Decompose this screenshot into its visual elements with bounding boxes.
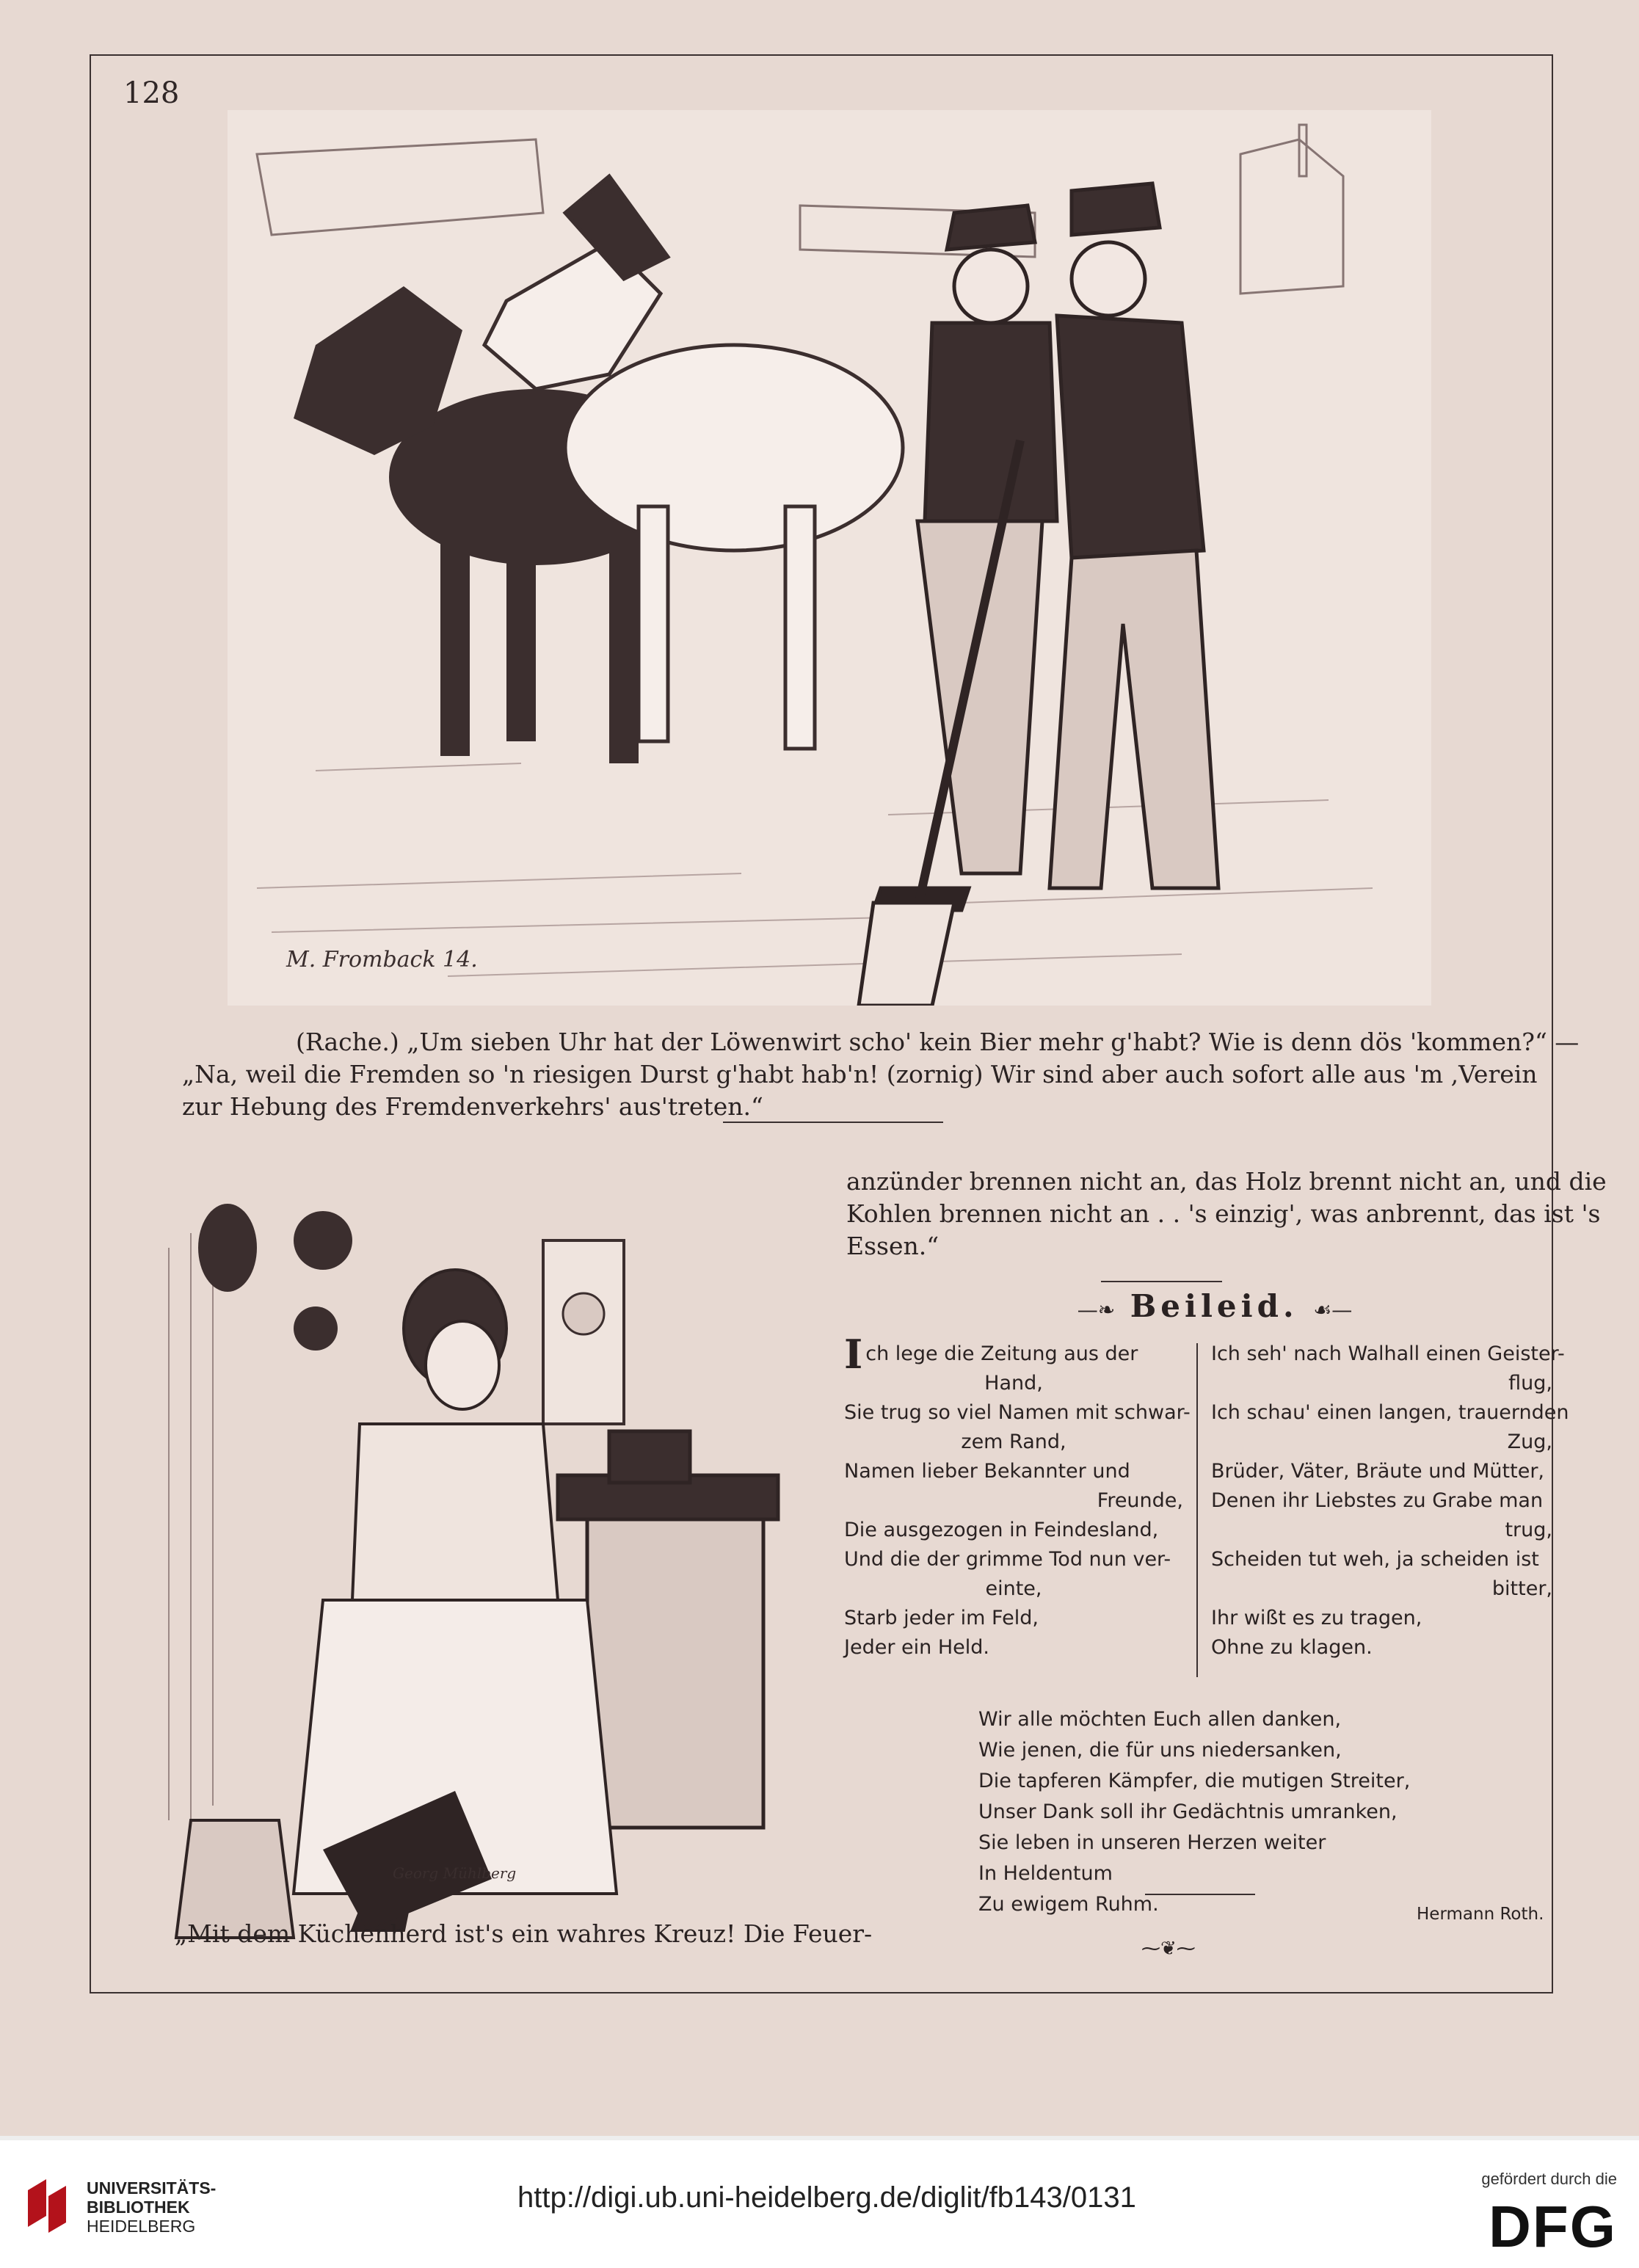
- poem-line: bitter,: [1491, 1577, 1552, 1600]
- poem-line: Brüder, Väter, Bräute und Mütter,: [1211, 1460, 1545, 1483]
- institution-line: UNIVERSITÄTS-: [87, 2178, 217, 2198]
- poem-line-text: ch lege die Zeitung aus der: [865, 1342, 1138, 1365]
- poem-left-column: [844, 1331, 1191, 1662]
- caption-line: „Na, weil die Fremden so 'n riesigen Durst g'habt hab'n! (zornig) Wir sind aber auch sofort alle aus 'm ,Verein: [182, 1060, 1538, 1088]
- poem-line: Hand,: [984, 1372, 1043, 1395]
- junge-frau-caption-continued: [846, 1166, 1607, 1262]
- illustration-young-woman-kitchen: [147, 1160, 796, 1945]
- poem-line: Sie leben in unseren Herzen weiter: [978, 1831, 1326, 1854]
- poem-line: Zug,: [1507, 1431, 1552, 1453]
- poem-line: Denen ihr Liebstes zu Grabe man: [1211, 1489, 1544, 1512]
- poem-line: Wie jenen, die für uns niedersanken,: [978, 1739, 1342, 1762]
- institution-line: BIBLIOTHEK: [87, 2198, 190, 2217]
- poem-line: Freunde,: [1097, 1489, 1183, 1512]
- separator-rule: [1101, 1281, 1222, 1282]
- illustration-farmers-horses: [228, 110, 1431, 1006]
- institution-line: HEIDELBERG: [87, 2217, 196, 2236]
- poem-line: zem Rand,: [961, 1431, 1066, 1453]
- funded-by-label: gefördert durch die: [1481, 2170, 1617, 2188]
- column-divider: [1196, 1343, 1198, 1677]
- poem-line: Die tapferen Kämpfer, die mutigen Streiter,: [978, 1770, 1411, 1792]
- page-number: 128: [123, 76, 180, 110]
- poem-line: Die ausgezogen in Feindesland,: [844, 1519, 1159, 1541]
- poem-line: Ihr wißt es zu tragen,: [1211, 1607, 1422, 1629]
- illustrator-signature-top: M. Fromback 14.: [286, 947, 478, 973]
- poem-title-text: Beileid.: [1130, 1288, 1298, 1324]
- caption-line: (Rache.) „Um sieben Uhr hat der Löwenwirt scho' kein Bier mehr g'habt? Wie is denn dös 'kommen?“ —: [296, 1028, 1580, 1056]
- footer-divider: [0, 2136, 1639, 2140]
- digitization-footer: [0, 2136, 1639, 2268]
- poem-line: Namen lieber Bekannter und: [844, 1460, 1130, 1483]
- poem-line: Jeder ein Held.: [844, 1636, 989, 1659]
- poem-line: Ich schau' einen langen, trauernden: [1211, 1401, 1569, 1424]
- poem-line: Scheiden tut weh, ja scheiden ist: [1211, 1548, 1539, 1571]
- poem-final-stanza: [978, 1704, 1492, 1920]
- caption-line: Essen.“: [846, 1232, 940, 1260]
- poem-line: Zu ewigem Ruhm.: [978, 1893, 1159, 1916]
- poem-line: Sie trug so viel Namen mit schwar-: [844, 1401, 1191, 1424]
- caption-line: zur Hebung des Fremdenverkehrs' aus'treten.“: [182, 1092, 763, 1121]
- permalink-url[interactable]: http://digi.ub.uni-heidelberg.de/diglit/fb143/0131: [517, 2181, 1136, 2214]
- poem-line: Starb jeder im Feld,: [844, 1607, 1039, 1629]
- poem-author: Hermann Roth.: [1417, 1905, 1544, 1924]
- top-cartoon-caption: [182, 1026, 1580, 1123]
- illustrator-signature-bottom: Georg Mühlberg: [393, 1864, 517, 1882]
- poem-line: Und die der grimme Tod nun ver-: [844, 1548, 1171, 1571]
- poem-line: trug,: [1505, 1519, 1552, 1541]
- ornament-right: ☙—: [1313, 1298, 1353, 1322]
- poem-right-column: [1211, 1340, 1569, 1662]
- poem-line: Ich seh' nach Walhall einen Geister-: [1211, 1342, 1565, 1365]
- poem-line: Wir alle möchten Euch allen danken,: [978, 1708, 1342, 1731]
- university-library-logo-icon: [21, 2176, 72, 2236]
- poem-line: Ohne zu klagen.: [1211, 1636, 1373, 1659]
- end-ornament: ⁓❦⁓: [1141, 1938, 1196, 1960]
- poem-line: flug,: [1508, 1372, 1552, 1395]
- poem-line: [844, 1331, 1183, 1378]
- poem-title: [1061, 1288, 1369, 1324]
- separator-rule: [723, 1122, 943, 1123]
- dfg-logo: DFG: [1489, 2194, 1617, 2259]
- poem-line: In Heldentum: [978, 1862, 1113, 1885]
- poem-line: einte,: [985, 1577, 1042, 1600]
- caption-line: anzünder brennen nicht an, das Holz brennt nicht an, und die: [846, 1167, 1607, 1196]
- poem-line: Unser Dank soll ihr Gedächtnis umranken,: [978, 1800, 1398, 1823]
- ornament-left: —❧: [1077, 1298, 1116, 1322]
- separator-rule: [1145, 1894, 1255, 1895]
- caption-line: Kohlen brennen nicht an . . 's einzig', was anbrennt, das ist 's: [846, 1199, 1601, 1228]
- junge-frau-caption-start: „Mit dem Küchenherd ist's ein wahres Kreuz! Die Feuer-: [175, 1919, 873, 1948]
- drop-initial: I: [844, 1331, 863, 1378]
